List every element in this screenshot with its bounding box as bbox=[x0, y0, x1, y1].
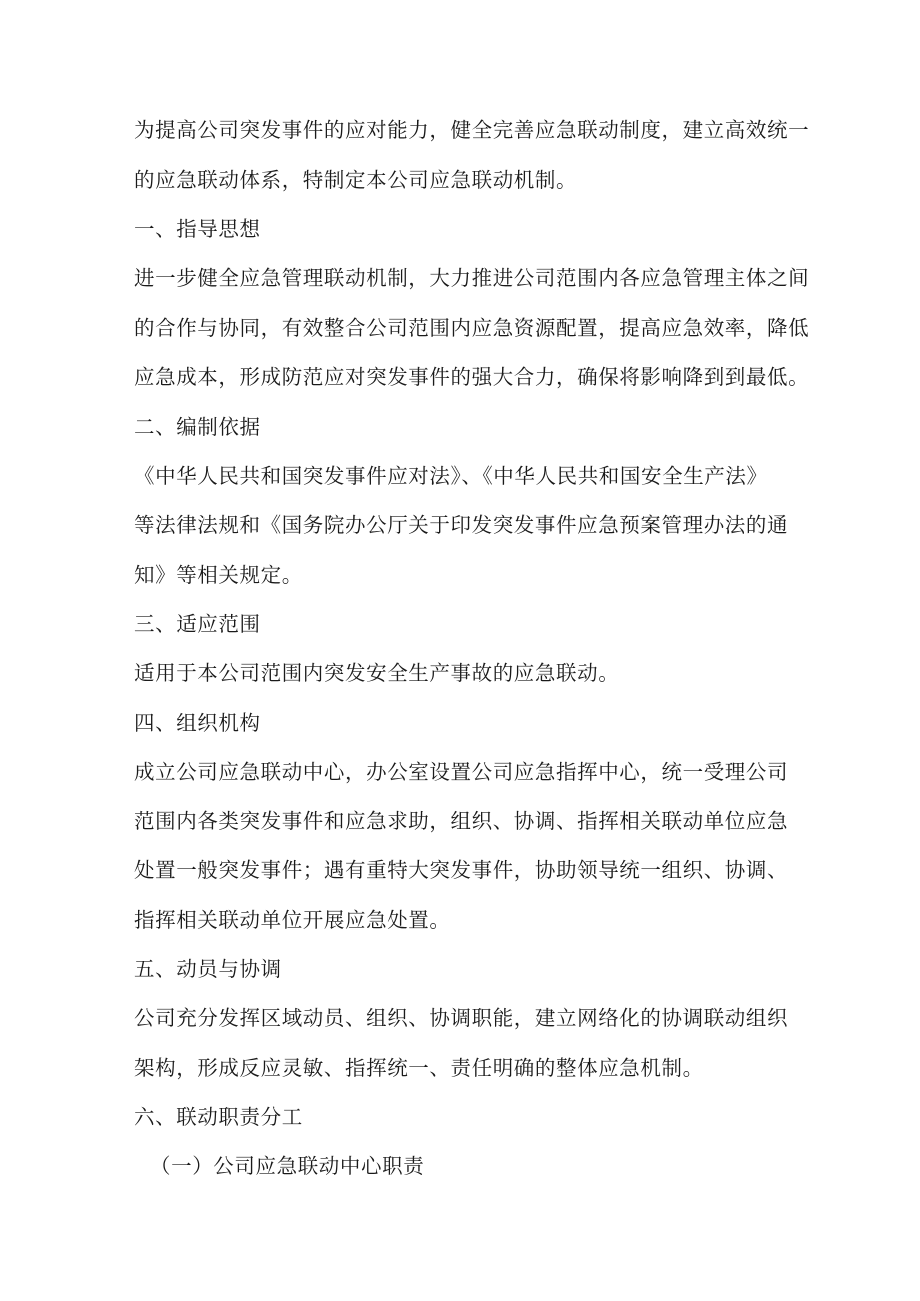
paragraph-line: 知》等相关规定。 bbox=[134, 563, 303, 587]
section-heading-responsibilities: 六、联动职责分工 bbox=[134, 1105, 303, 1129]
intro-line-2: 的应急联动体系，特制定本公司应急联动机制。 bbox=[134, 168, 578, 192]
paragraph-line: 成立公司应急联动中心，办公室设置公司应急指挥中心，统一受理公司 bbox=[134, 760, 789, 784]
intro-line-1: 为提高公司突发事件的应对能力，健全完善应急联动制度，建立高效统一 bbox=[134, 118, 810, 142]
paragraph-line: 《中华人民共和国突发事件应对法》、《中华人民共和国安全生产法》 bbox=[134, 464, 768, 488]
paragraph-line: 进一步健全应急管理联动机制，大力推进公司范围内各应急管理主体之间 bbox=[134, 266, 810, 290]
paragraph-line: 公司充分发挥区域动员、组织、协调职能，建立网络化的协调联动组织 bbox=[134, 1006, 789, 1030]
paragraph-line: 处置一般突发事件；遇有重特大突发事件，协助领导统一组织、协调、 bbox=[134, 858, 789, 882]
section-heading-organization: 四、组织机构 bbox=[134, 711, 261, 735]
section-heading-compilation-basis: 二、编制依据 bbox=[134, 415, 261, 439]
subsection-heading-center-duties: （一）公司应急联动中心职责 bbox=[150, 1154, 425, 1178]
paragraph-line: 应急成本，形成防范应对突发事件的强大合力，确保将影响降到到最低。 bbox=[134, 365, 810, 389]
section-heading-guiding-thought: 一、指导思想 bbox=[134, 217, 261, 241]
paragraph-line: 范围内各类突发事件和应急求助，组织、协调、指挥相关联动单位应急 bbox=[134, 809, 789, 833]
paragraph-line: 架构，形成反应灵敏、指挥统一、责任明确的整体应急机制。 bbox=[134, 1056, 704, 1080]
paragraph-line: 等法律法规和《国务院办公厅关于印发突发事件应急预案管理办法的通 bbox=[134, 513, 789, 537]
paragraph-line: 的合作与协同，有效整合公司范围内应急资源配置，提高应急效率，降低 bbox=[134, 316, 810, 340]
paragraph-line: 指挥相关联动单位开展应急处置。 bbox=[134, 908, 451, 932]
section-heading-scope: 三、适应范围 bbox=[134, 612, 261, 636]
paragraph-line: 适用于本公司范围内突发安全生产事故的应急联动。 bbox=[134, 661, 620, 685]
section-heading-mobilization: 五、动员与协调 bbox=[134, 957, 282, 981]
